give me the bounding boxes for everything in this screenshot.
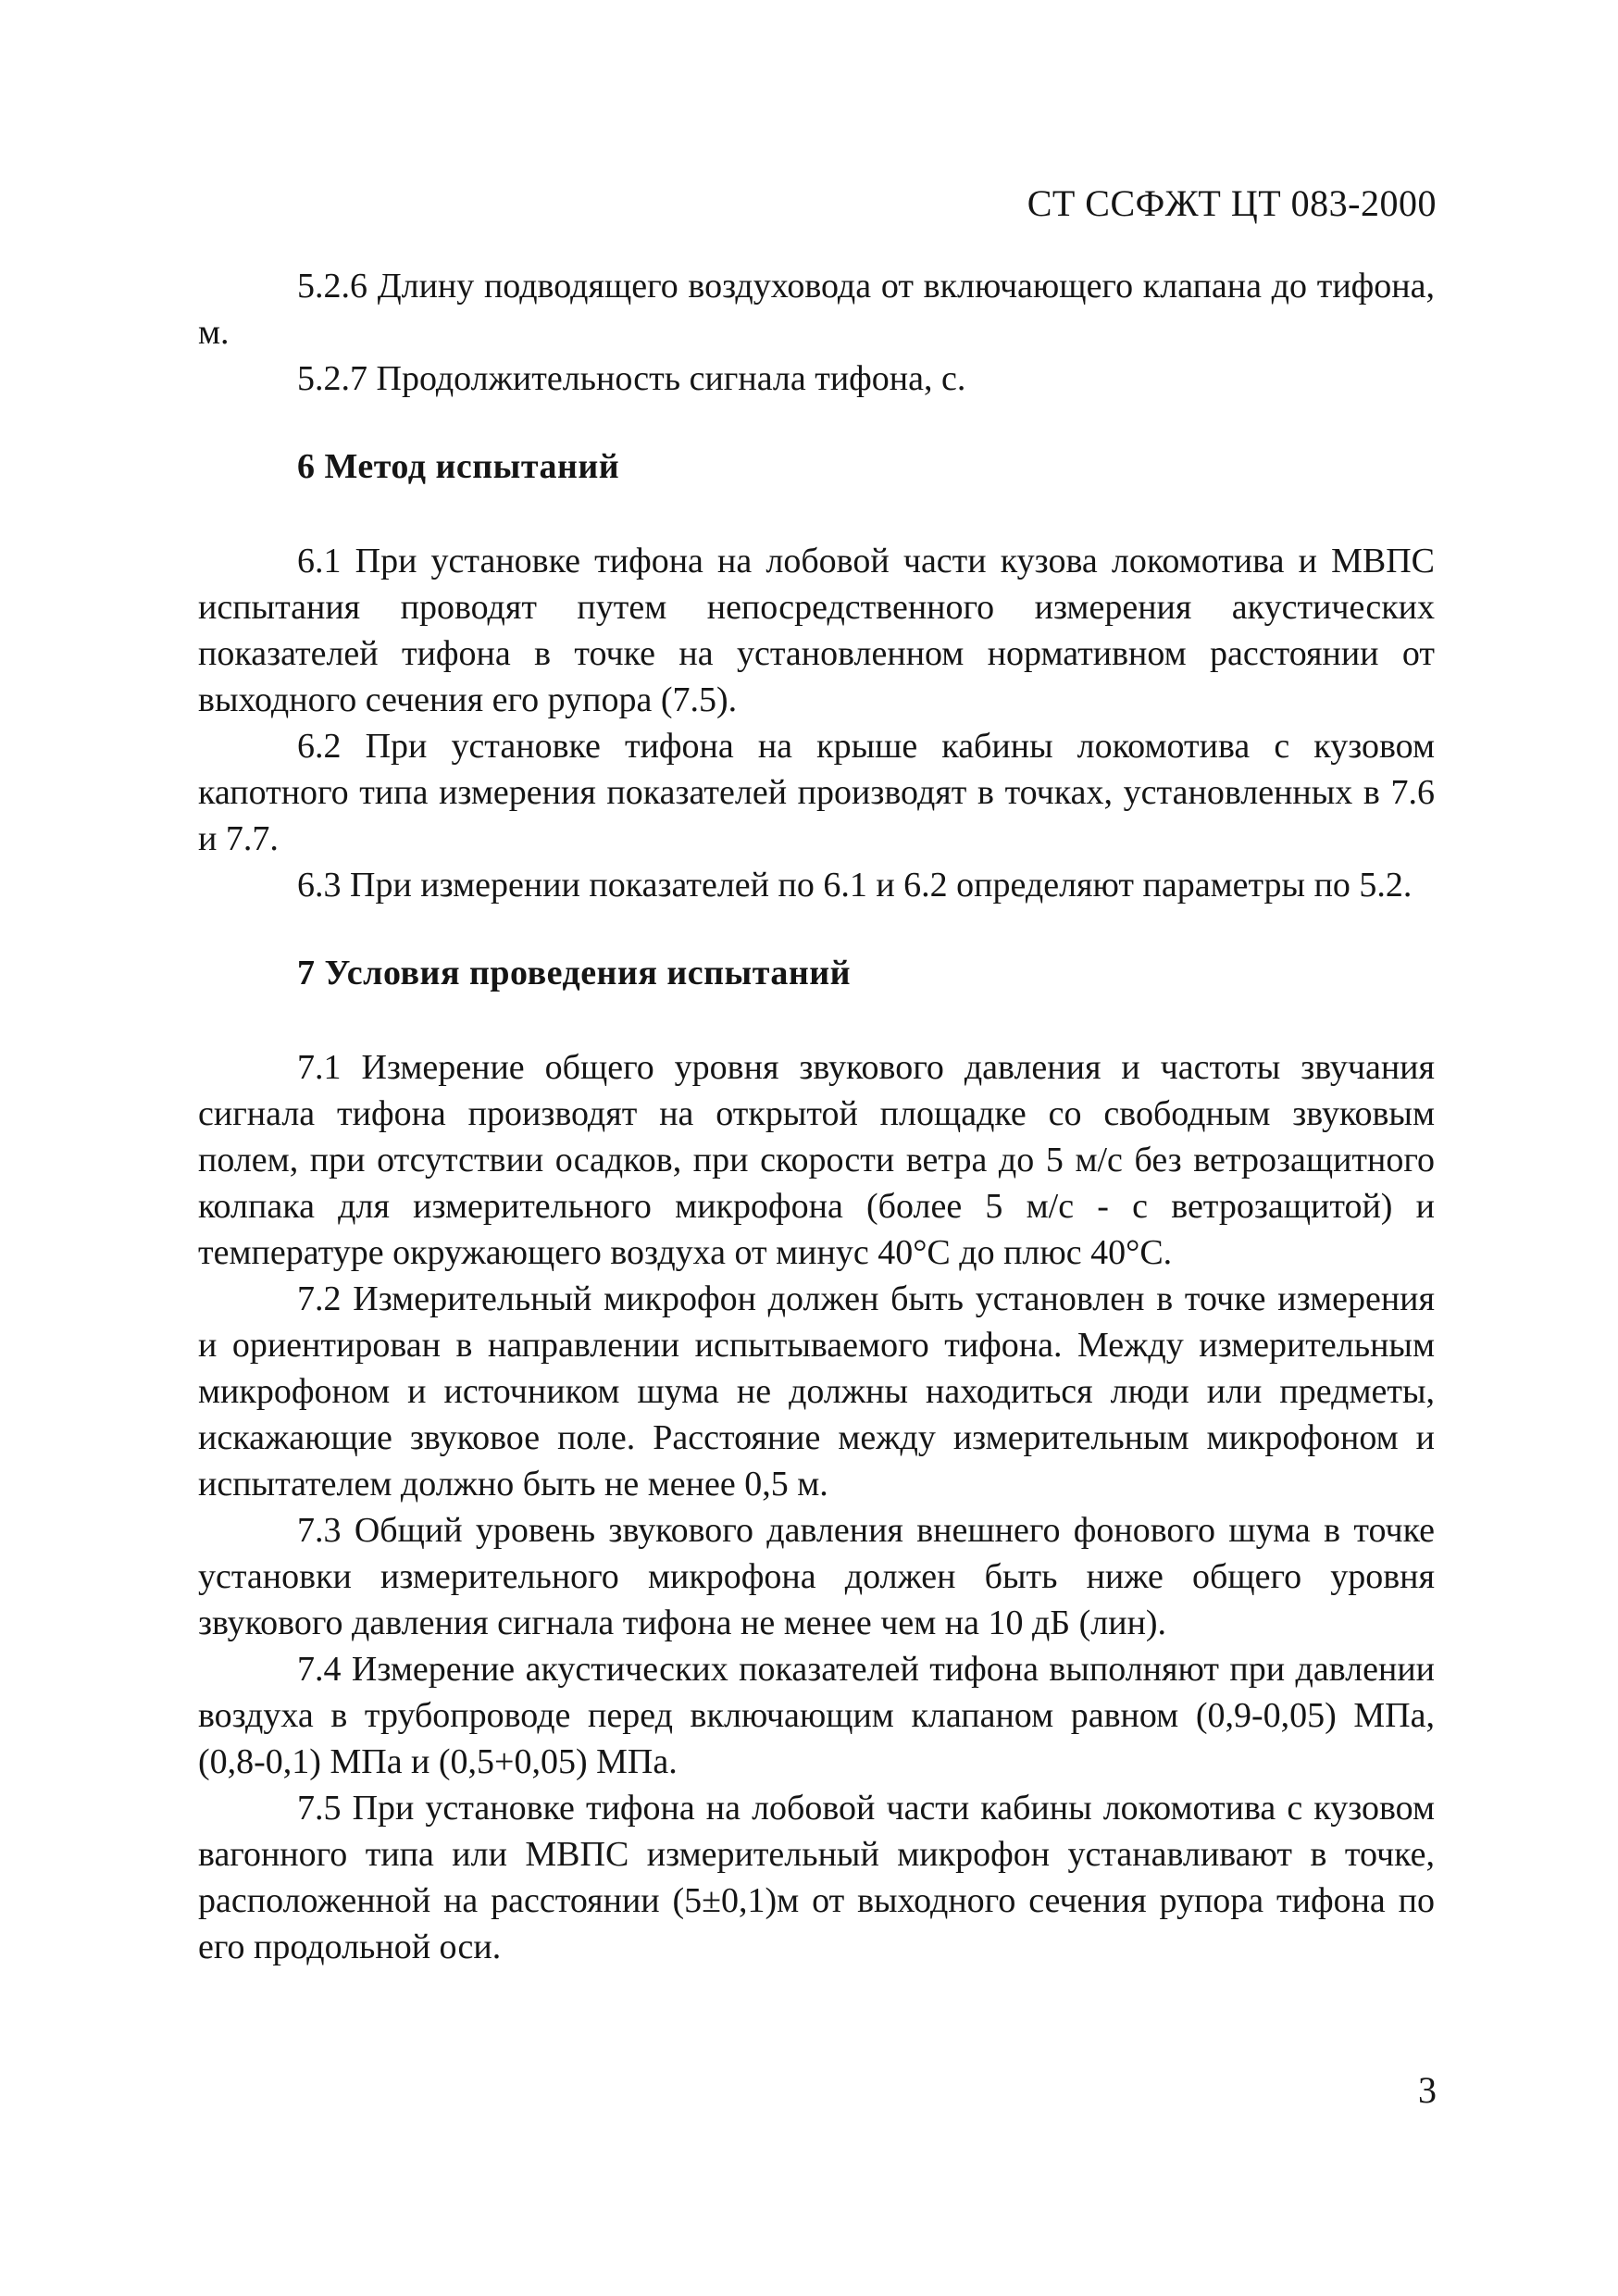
paragraph-7-4: 7.4 Измерение акустических показателей тифона выполняют при давлении воздуха в трубопроводе перед включающим клапаном равном (0,9-0,05) МПа, (0,8-0,1) МПа и (0,5+0,05) МПа.: [198, 1650, 1435, 1781]
spacer: [198, 402, 1435, 443]
spacer: [198, 996, 1435, 1044]
paragraph-6-1: 6.1 При установке тифона на лобовой части кузова локомотива и МВПС испытания проводят путем непосредственного измерения акустических показателей тифона в точке на установленном нормативном расстоянии от выходного сечения его рупора (7.5).: [198, 542, 1435, 719]
paragraph-7-2: 7.2 Измерительный микрофон должен быть установлен в точке измерения и ориентирован в направлении испытываемого тифона. Между измерительным микрофоном и источником шума не должны находиться люди или предметы, искажающие звуковое поле. Расстояние между измерительным микрофоном и испытателем должно быть не менее 0,5 м.: [198, 1279, 1435, 1504]
paragraph-7-1: 7.1 Измерение общего уровня звукового давления и частоты звучания сигнала тифона производят на открытой площадке со свободным звуковым полем, при отсутствии осадков, при скорости ветра до 5 м/с без ветрозащитного колпака для измерительного микрофона (более 5 м/с - с ветрозащитой) и температуре окружающего воздуха от минус 40°С до плюс 40°С.: [198, 1048, 1435, 1272]
paragraph-5-2-6: 5.2.6 Длину подводящего воздуховода от включающего клапана до тифона, м.: [198, 267, 1435, 352]
spacer: [198, 908, 1435, 950]
page-number: 3: [1418, 2069, 1437, 2111]
section-7-heading: 7 Условия проведения испытаний: [297, 954, 852, 992]
paragraph-6-3: 6.3 При измерении показателей по 6.1 и 6.2 определяют параметры по 5.2.: [297, 866, 1413, 905]
document-code-header: СТ ССФЖТ ЦТ 083-2000: [1027, 182, 1437, 224]
paragraph-5-2-7: 5.2.7 Продолжительность сигнала тифона, с.: [297, 359, 966, 398]
document-body: [198, 263, 1435, 1970]
spacer: [198, 490, 1435, 538]
paragraph-7-5: 7.5 При установке тифона на лобовой части кабины локомотива с кузовом вагонного типа или МВПС измерительный микрофон устанавливают в точке, расположенной на расстоянии (5±0,1)м от выходного сечения рупора тифона по его продольной оси.: [198, 1789, 1435, 1966]
section-6-heading: 6 Метод испытаний: [297, 447, 620, 486]
paragraph-6-2: 6.2 При установке тифона на крыше кабины локомотива с кузовом капотного типа измерения показателей производят в точках, установленных в 7.6 и 7.7.: [198, 727, 1435, 858]
paragraph-7-3: 7.3 Общий уровень звукового давления внешнего фонового шума в точке установки измерительного микрофона должен быть ниже общего уровня звукового давления сигнала тифона не менее чем на 10 дБ (лин).: [198, 1511, 1435, 1642]
